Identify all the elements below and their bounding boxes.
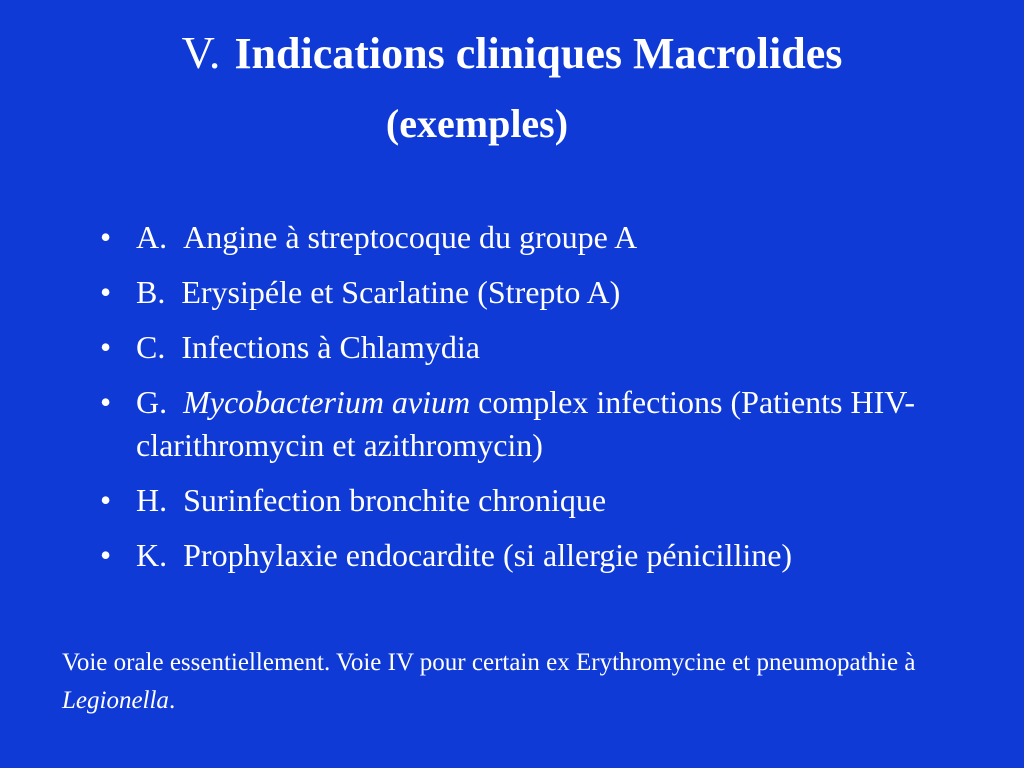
item-text: Infections à Chlamydia — [181, 329, 480, 365]
item-text-italic: Mycobacterium avium — [183, 384, 471, 420]
item-letter: C. — [136, 329, 166, 365]
title-line-1 — [0, 27, 1024, 78]
item-letter: H. — [136, 482, 168, 518]
bullet-icon: • — [100, 482, 112, 518]
bullet-icon: • — [100, 329, 112, 365]
bullet-list — [100, 216, 980, 589]
list-item — [100, 534, 980, 577]
list-item — [100, 381, 980, 467]
item-text: Surinfection bronchite chronique — [183, 482, 607, 518]
item-letter: A. — [136, 219, 168, 255]
item-letter: G. — [136, 384, 168, 420]
list-item — [100, 271, 980, 314]
item-text: Prophylaxie endocardite (si allergie pénicilline) — [183, 537, 793, 573]
item-letter: K. — [136, 537, 168, 573]
bullet-icon: • — [100, 274, 112, 310]
list-item — [100, 216, 980, 259]
note-end: . — [168, 687, 176, 714]
title-text: Indications cliniques Macrolides — [234, 29, 843, 78]
bullet-icon: • — [100, 219, 112, 255]
item-text: complex infections (Patients HIV- clarithromycin et azithromycin) — [136, 384, 916, 463]
item-letter: B. — [136, 274, 166, 310]
title-numeral: V. — [181, 27, 221, 78]
footer-note — [62, 644, 992, 720]
bullet-icon: • — [100, 537, 112, 573]
bullet-icon: • — [100, 384, 112, 420]
title-line-2: (exemples) — [385, 101, 569, 146]
list-item — [100, 326, 980, 369]
list-item — [100, 479, 980, 522]
item-text: Erysipéle et Scarlatine (Strepto A) — [181, 274, 621, 310]
note-italic: Legionella — [62, 687, 169, 714]
slide-title — [0, 27, 1024, 146]
item-text: Angine à streptocoque du groupe A — [183, 219, 638, 255]
note-text: Voie orale essentiellement. Voie IV pour certain ex Erythromycine et pneumopathie à — [62, 649, 916, 676]
